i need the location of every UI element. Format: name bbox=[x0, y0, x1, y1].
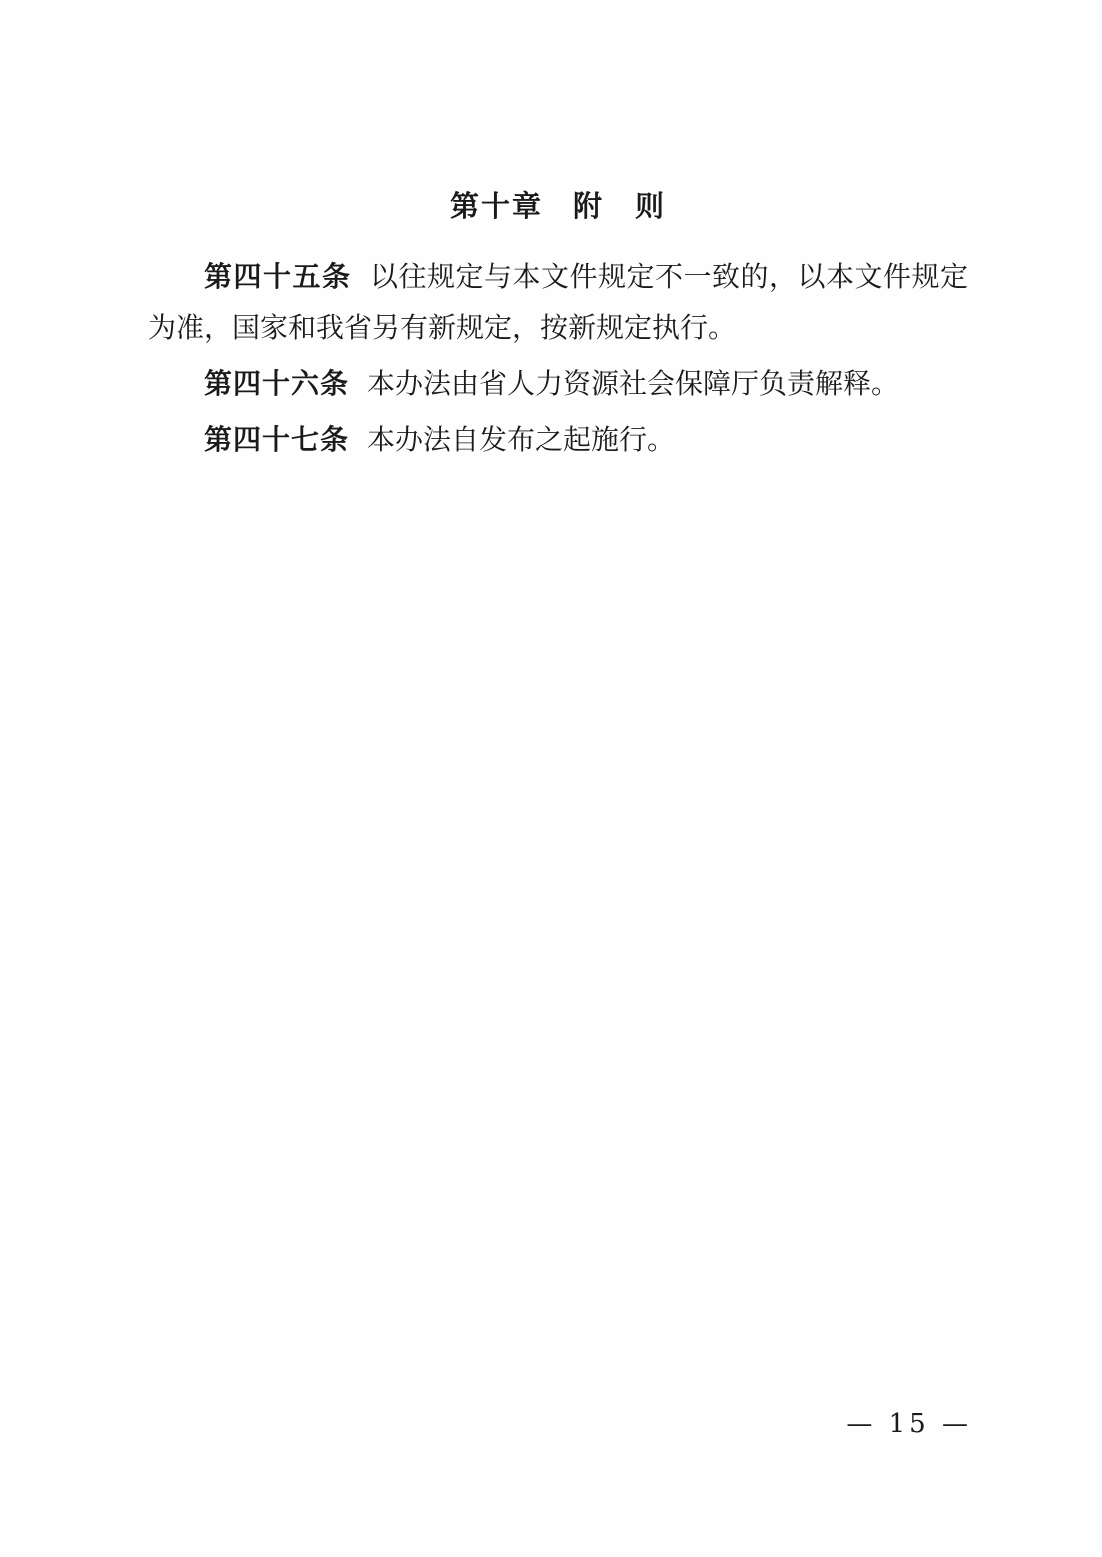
page-number: — 15 — bbox=[846, 1409, 972, 1439]
article-number: 第四十六条 bbox=[204, 367, 350, 401]
article-number: 第四十五条 bbox=[204, 259, 352, 293]
chapter-number: 第十章 bbox=[449, 189, 543, 223]
article-paragraph bbox=[148, 414, 968, 466]
chapter-heading bbox=[148, 185, 968, 229]
article-paragraph bbox=[148, 251, 968, 355]
article-text: 以往规定与本文件规定不一致的，以本文件规定为准，国家和我省另有新规定，按新规定执行。 bbox=[148, 259, 968, 345]
article-text: 本办法自发布之起施行。 bbox=[367, 422, 676, 456]
chapter-title: 附 则 bbox=[573, 189, 667, 223]
article-text: 本办法由省人力资源社会保障厅负责解释。 bbox=[367, 367, 900, 401]
article-number: 第四十七条 bbox=[204, 422, 350, 456]
page-content bbox=[148, 185, 968, 470]
article-paragraph bbox=[148, 358, 968, 410]
